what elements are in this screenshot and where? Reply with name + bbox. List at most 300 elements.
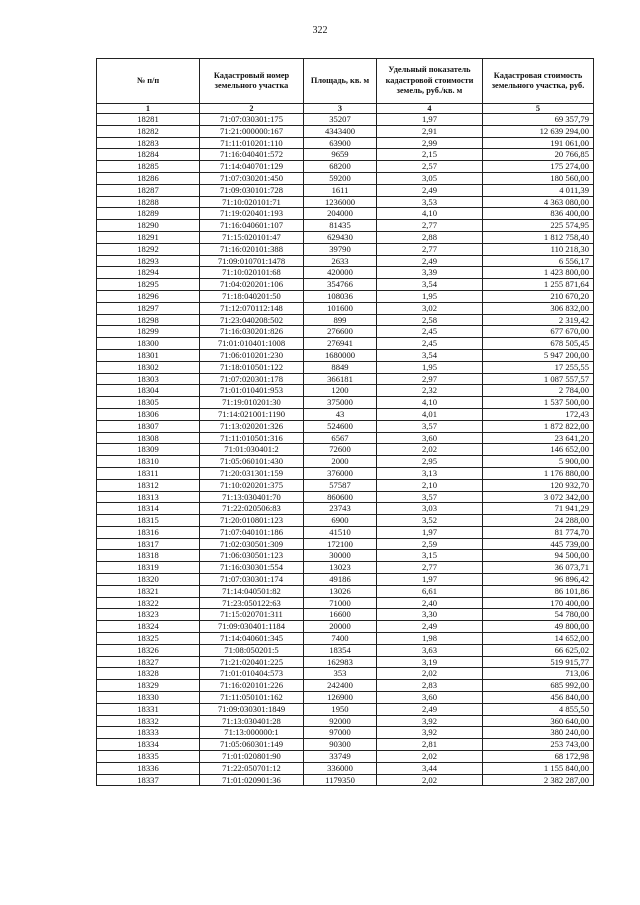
row-number: 18312 xyxy=(97,479,200,491)
cadastral-number: 71:19:020401:193 xyxy=(200,208,304,220)
table-row xyxy=(97,727,594,739)
row-number: 18286 xyxy=(97,172,200,184)
specific-value: 2,49 xyxy=(377,621,483,633)
area: 41510 xyxy=(304,526,377,538)
table-row xyxy=(97,692,594,704)
cadastral-number: 71:07:030301:174 xyxy=(200,574,304,586)
table-row xyxy=(97,739,594,751)
specific-value: 3,05 xyxy=(377,172,483,184)
cadastral-value: 172,43 xyxy=(483,408,594,420)
row-number: 18304 xyxy=(97,385,200,397)
cadastral-value: 69 357,79 xyxy=(483,114,594,126)
cadastral-value: 1 087 557,57 xyxy=(483,373,594,385)
cadastral-value: 678 505,45 xyxy=(483,338,594,350)
specific-value: 2,99 xyxy=(377,137,483,149)
specific-value: 2,49 xyxy=(377,703,483,715)
table-row xyxy=(97,526,594,538)
specific-value: 2,57 xyxy=(377,161,483,173)
row-number: 18315 xyxy=(97,515,200,527)
specific-value: 3,92 xyxy=(377,715,483,727)
table-row xyxy=(97,621,594,633)
cadastral-value: 180 560,00 xyxy=(483,172,594,184)
specific-value: 2,58 xyxy=(377,314,483,326)
specific-value: 1,97 xyxy=(377,526,483,538)
row-number: 18319 xyxy=(97,562,200,574)
cadastral-value: 253 743,00 xyxy=(483,739,594,751)
table-row xyxy=(97,361,594,373)
row-number: 18311 xyxy=(97,467,200,479)
cadastral-value: 4 855,50 xyxy=(483,703,594,715)
cadastral-number: 71:10:020101:71 xyxy=(200,196,304,208)
row-number: 18283 xyxy=(97,137,200,149)
area: 2633 xyxy=(304,255,377,267)
row-number: 18325 xyxy=(97,633,200,645)
specific-value: 3,57 xyxy=(377,420,483,432)
row-number: 18300 xyxy=(97,338,200,350)
table-row xyxy=(97,349,594,361)
area: 72600 xyxy=(304,444,377,456)
cadastral-value: 836 400,00 xyxy=(483,208,594,220)
row-number: 18305 xyxy=(97,397,200,409)
specific-value: 3,39 xyxy=(377,267,483,279)
cadastral-number: 71:14:040601:345 xyxy=(200,633,304,645)
cadastral-number: 71:07:040101:186 xyxy=(200,526,304,538)
specific-value: 1,95 xyxy=(377,361,483,373)
cadastral-value: 54 780,00 xyxy=(483,609,594,621)
specific-value: 3,54 xyxy=(377,349,483,361)
area: 7400 xyxy=(304,633,377,645)
header-cadastral-value: Кадастровая стоимость земельного участка, руб. xyxy=(483,59,594,104)
area: 97000 xyxy=(304,727,377,739)
row-number: 18289 xyxy=(97,208,200,220)
area: 1611 xyxy=(304,184,377,196)
cadastral-number: 71:09:010701:1478 xyxy=(200,255,304,267)
cadastral-number: 71:01:020801:90 xyxy=(200,751,304,763)
specific-value: 2,97 xyxy=(377,373,483,385)
specific-value: 2,77 xyxy=(377,220,483,232)
cadastral-number: 71:14:040501:82 xyxy=(200,585,304,597)
row-number: 18333 xyxy=(97,727,200,739)
cadastral-number: 71:15:020101:47 xyxy=(200,231,304,243)
column-number-row xyxy=(97,104,594,114)
area: 20000 xyxy=(304,621,377,633)
table-row xyxy=(97,550,594,562)
row-number: 18284 xyxy=(97,149,200,161)
area: 6900 xyxy=(304,515,377,527)
page-number: 322 xyxy=(312,25,328,36)
area: 242400 xyxy=(304,680,377,692)
specific-value: 2,02 xyxy=(377,444,483,456)
row-number: 18285 xyxy=(97,161,200,173)
cadastral-number: 71:23:040208:502 xyxy=(200,314,304,326)
cadastral-value: 20 766,85 xyxy=(483,149,594,161)
cadastral-value: 86 101,86 xyxy=(483,585,594,597)
cadastral-number: 71:11:050101:162 xyxy=(200,692,304,704)
specific-value: 3,02 xyxy=(377,302,483,314)
cadastral-number: 71:09:030101:728 xyxy=(200,184,304,196)
row-number: 18321 xyxy=(97,585,200,597)
cadastral-number: 71:09:030401:1184 xyxy=(200,621,304,633)
specific-value: 3,03 xyxy=(377,503,483,515)
row-number: 18314 xyxy=(97,503,200,515)
cadastral-value: 23 641,20 xyxy=(483,432,594,444)
cadastral-number: 71:22:050701:12 xyxy=(200,762,304,774)
area: 336000 xyxy=(304,762,377,774)
row-number: 18295 xyxy=(97,279,200,291)
cadastral-value: 170 400,00 xyxy=(483,597,594,609)
cadastral-number: 71:22:020506:83 xyxy=(200,503,304,515)
cadastral-value: 4 011,39 xyxy=(483,184,594,196)
row-number: 18293 xyxy=(97,255,200,267)
table-row xyxy=(97,562,594,574)
cadastral-value: 2 784,00 xyxy=(483,385,594,397)
row-number: 18287 xyxy=(97,184,200,196)
specific-value: 3,13 xyxy=(377,467,483,479)
area: 30000 xyxy=(304,550,377,562)
cadastral-value: 146 652,00 xyxy=(483,444,594,456)
specific-value: 1,97 xyxy=(377,114,483,126)
cadastral-value: 1 155 840,00 xyxy=(483,762,594,774)
cadastral-value: 1 872 822,00 xyxy=(483,420,594,432)
cadastral-value: 71 941,29 xyxy=(483,503,594,515)
row-number: 18302 xyxy=(97,361,200,373)
column-number: 4 xyxy=(377,104,483,114)
row-number: 18291 xyxy=(97,231,200,243)
table-row xyxy=(97,762,594,774)
cadastral-value: 191 061,00 xyxy=(483,137,594,149)
specific-value: 1,97 xyxy=(377,574,483,586)
row-number: 18282 xyxy=(97,125,200,137)
row-number: 18323 xyxy=(97,609,200,621)
row-number: 18310 xyxy=(97,456,200,468)
cadastral-number: 71:20:031301:159 xyxy=(200,467,304,479)
cadastral-value: 713,06 xyxy=(483,668,594,680)
row-number: 18306 xyxy=(97,408,200,420)
row-number: 18292 xyxy=(97,243,200,255)
area: 18354 xyxy=(304,644,377,656)
column-number: 3 xyxy=(304,104,377,114)
cadastral-value: 49 800,00 xyxy=(483,621,594,633)
table-row xyxy=(97,125,594,137)
area: 39790 xyxy=(304,243,377,255)
area: 23743 xyxy=(304,503,377,515)
cadastral-number: 71:20:010801:123 xyxy=(200,515,304,527)
table-row xyxy=(97,326,594,338)
cadastral-value: 456 840,00 xyxy=(483,692,594,704)
area: 81435 xyxy=(304,220,377,232)
cadastral-number: 71:12:070112:148 xyxy=(200,302,304,314)
cadastral-value: 110 218,30 xyxy=(483,243,594,255)
row-number: 18308 xyxy=(97,432,200,444)
cadastral-value: 1 255 871,64 xyxy=(483,279,594,291)
cadastral-value: 68 172,98 xyxy=(483,751,594,763)
cadastral-number: 71:15:020701:311 xyxy=(200,609,304,621)
cadastral-number: 71:21:000000:167 xyxy=(200,125,304,137)
cadastral-value: 5 947 200,00 xyxy=(483,349,594,361)
specific-value: 2,10 xyxy=(377,479,483,491)
cadastral-value: 12 639 294,00 xyxy=(483,125,594,137)
area: 353 xyxy=(304,668,377,680)
specific-value: 2,77 xyxy=(377,243,483,255)
specific-value: 2,02 xyxy=(377,774,483,786)
row-number: 18301 xyxy=(97,349,200,361)
column-number: 1 xyxy=(97,104,200,114)
area: 629430 xyxy=(304,231,377,243)
table-row xyxy=(97,172,594,184)
specific-value: 3,44 xyxy=(377,762,483,774)
specific-value: 1,98 xyxy=(377,633,483,645)
row-number: 18322 xyxy=(97,597,200,609)
row-number: 18281 xyxy=(97,114,200,126)
cadastral-number: 71:19:010201:30 xyxy=(200,397,304,409)
row-number: 18318 xyxy=(97,550,200,562)
row-number: 18290 xyxy=(97,220,200,232)
cadastral-value: 2 382 287,00 xyxy=(483,774,594,786)
specific-value: 3,19 xyxy=(377,656,483,668)
specific-value: 2,45 xyxy=(377,326,483,338)
table-row xyxy=(97,373,594,385)
cadastral-number: 71:13:030401:28 xyxy=(200,715,304,727)
table-row xyxy=(97,656,594,668)
table-row xyxy=(97,479,594,491)
specific-value: 2,83 xyxy=(377,680,483,692)
specific-value: 2,77 xyxy=(377,562,483,574)
cadastral-number: 71:07:030201:450 xyxy=(200,172,304,184)
area: 204000 xyxy=(304,208,377,220)
area: 6567 xyxy=(304,432,377,444)
cadastral-number: 71:16:030301:554 xyxy=(200,562,304,574)
row-number: 18296 xyxy=(97,290,200,302)
cadastral-number: 71:10:020201:375 xyxy=(200,479,304,491)
specific-value: 3,52 xyxy=(377,515,483,527)
cadastral-value-table xyxy=(96,58,594,786)
cadastral-number: 71:21:020401:225 xyxy=(200,656,304,668)
header-cadastral-number: Кадастровый номер земельного участка xyxy=(200,59,304,104)
table-row xyxy=(97,503,594,515)
cadastral-value: 81 774,70 xyxy=(483,526,594,538)
table-row xyxy=(97,432,594,444)
area: 2000 xyxy=(304,456,377,468)
table-row xyxy=(97,574,594,586)
cadastral-number: 71:13:000000:1 xyxy=(200,727,304,739)
area: 4343400 xyxy=(304,125,377,137)
specific-value: 3,30 xyxy=(377,609,483,621)
cadastral-value: 225 574,95 xyxy=(483,220,594,232)
row-number: 18307 xyxy=(97,420,200,432)
cadastral-value: 519 915,77 xyxy=(483,656,594,668)
cadastral-value: 96 896,42 xyxy=(483,574,594,586)
cadastral-number: 71:01:010401:1008 xyxy=(200,338,304,350)
cadastral-number: 71:07:030301:175 xyxy=(200,114,304,126)
specific-value: 4,10 xyxy=(377,397,483,409)
area: 108036 xyxy=(304,290,377,302)
cadastral-value: 380 240,00 xyxy=(483,727,594,739)
cadastral-number: 71:06:010201:230 xyxy=(200,349,304,361)
table-row xyxy=(97,585,594,597)
table-header-row xyxy=(97,59,594,104)
row-number: 18297 xyxy=(97,302,200,314)
area: 366181 xyxy=(304,373,377,385)
specific-value: 3,60 xyxy=(377,432,483,444)
cadastral-value: 66 625,02 xyxy=(483,644,594,656)
table-row xyxy=(97,267,594,279)
table-row xyxy=(97,184,594,196)
area: 899 xyxy=(304,314,377,326)
specific-value: 3,57 xyxy=(377,491,483,503)
cadastral-value: 36 073,71 xyxy=(483,562,594,574)
table-row xyxy=(97,161,594,173)
row-number: 18313 xyxy=(97,491,200,503)
table-row xyxy=(97,609,594,621)
cadastral-number: 71:18:040201:50 xyxy=(200,290,304,302)
specific-value: 4,01 xyxy=(377,408,483,420)
cadastral-value: 677 670,00 xyxy=(483,326,594,338)
specific-value: 2,32 xyxy=(377,385,483,397)
cadastral-value: 4 363 080,00 xyxy=(483,196,594,208)
table-row xyxy=(97,397,594,409)
cadastral-number: 71:11:010501:316 xyxy=(200,432,304,444)
specific-value: 2,15 xyxy=(377,149,483,161)
cadastral-number: 71:04:020201:106 xyxy=(200,279,304,291)
area: 92000 xyxy=(304,715,377,727)
specific-value: 2,91 xyxy=(377,125,483,137)
table-row xyxy=(97,290,594,302)
table-row xyxy=(97,220,594,232)
table-row xyxy=(97,644,594,656)
table-row xyxy=(97,491,594,503)
cadastral-value: 1 537 500,00 xyxy=(483,397,594,409)
cadastral-number: 71:14:040701:129 xyxy=(200,161,304,173)
area: 1680000 xyxy=(304,349,377,361)
cadastral-number: 71:08:050201:5 xyxy=(200,644,304,656)
table-row xyxy=(97,680,594,692)
table-row xyxy=(97,243,594,255)
table-row xyxy=(97,208,594,220)
specific-value: 2,49 xyxy=(377,184,483,196)
area: 68200 xyxy=(304,161,377,173)
cadastral-number: 71:18:010501:122 xyxy=(200,361,304,373)
specific-value: 2,02 xyxy=(377,668,483,680)
table-row xyxy=(97,314,594,326)
table-row xyxy=(97,302,594,314)
cadastral-number: 71:16:020101:226 xyxy=(200,680,304,692)
cadastral-number: 71:09:030301:1849 xyxy=(200,703,304,715)
header-specific-value: Удельный показатель кадастровой стоимости земель, руб./кв. м xyxy=(377,59,483,104)
area: 35207 xyxy=(304,114,377,126)
column-number: 5 xyxy=(483,104,594,114)
area: 126900 xyxy=(304,692,377,704)
header-num: № п/п xyxy=(97,59,200,104)
area: 1950 xyxy=(304,703,377,715)
table-row xyxy=(97,279,594,291)
cadastral-number: 71:06:030501:123 xyxy=(200,550,304,562)
cadastral-number: 71:01:030401:2 xyxy=(200,444,304,456)
cadastral-value: 175 274,00 xyxy=(483,161,594,173)
specific-value: 2,45 xyxy=(377,338,483,350)
row-number: 18336 xyxy=(97,762,200,774)
specific-value: 1,95 xyxy=(377,290,483,302)
row-number: 18327 xyxy=(97,656,200,668)
area: 49186 xyxy=(304,574,377,586)
area: 375000 xyxy=(304,397,377,409)
area: 63900 xyxy=(304,137,377,149)
specific-value: 3,63 xyxy=(377,644,483,656)
area: 1179350 xyxy=(304,774,377,786)
area: 276941 xyxy=(304,338,377,350)
cadastral-value: 120 932,70 xyxy=(483,479,594,491)
cadastral-number: 71:01:010404:573 xyxy=(200,668,304,680)
table-row xyxy=(97,114,594,126)
table-row xyxy=(97,597,594,609)
cadastral-value: 6 556,17 xyxy=(483,255,594,267)
table-row xyxy=(97,444,594,456)
area: 1236000 xyxy=(304,196,377,208)
specific-value: 2,59 xyxy=(377,538,483,550)
row-number: 18288 xyxy=(97,196,200,208)
cadastral-value: 94 500,00 xyxy=(483,550,594,562)
table-row xyxy=(97,408,594,420)
area: 101600 xyxy=(304,302,377,314)
area: 420000 xyxy=(304,267,377,279)
area: 354766 xyxy=(304,279,377,291)
specific-value: 2,02 xyxy=(377,751,483,763)
cadastral-value: 1 812 758,40 xyxy=(483,231,594,243)
table-row xyxy=(97,456,594,468)
cadastral-value: 5 900,00 xyxy=(483,456,594,468)
area: 8849 xyxy=(304,361,377,373)
area: 71000 xyxy=(304,597,377,609)
table-row xyxy=(97,703,594,715)
area: 43 xyxy=(304,408,377,420)
cadastral-number: 71:11:010201:110 xyxy=(200,137,304,149)
cadastral-value: 2 319,42 xyxy=(483,314,594,326)
cadastral-value: 685 992,00 xyxy=(483,680,594,692)
column-number: 2 xyxy=(200,104,304,114)
cadastral-number: 71:01:020901:36 xyxy=(200,774,304,786)
specific-value: 6,61 xyxy=(377,585,483,597)
area: 9659 xyxy=(304,149,377,161)
table-row xyxy=(97,231,594,243)
row-number: 18303 xyxy=(97,373,200,385)
area: 90300 xyxy=(304,739,377,751)
table-row xyxy=(97,668,594,680)
specific-value: 4,10 xyxy=(377,208,483,220)
table-row xyxy=(97,774,594,786)
cadastral-number: 71:14:021001:1190 xyxy=(200,408,304,420)
table-row xyxy=(97,137,594,149)
cadastral-number: 71:16:020101:388 xyxy=(200,243,304,255)
cadastral-value: 24 288,00 xyxy=(483,515,594,527)
cadastral-number: 71:01:010401:953 xyxy=(200,385,304,397)
table-row xyxy=(97,385,594,397)
cadastral-value: 445 739,00 xyxy=(483,538,594,550)
cadastral-value: 360 640,00 xyxy=(483,715,594,727)
area: 13026 xyxy=(304,585,377,597)
row-number: 18316 xyxy=(97,526,200,538)
cadastral-number: 71:10:020101:68 xyxy=(200,267,304,279)
cadastral-value: 14 652,00 xyxy=(483,633,594,645)
area: 524600 xyxy=(304,420,377,432)
row-number: 18335 xyxy=(97,751,200,763)
table-row xyxy=(97,149,594,161)
area: 172100 xyxy=(304,538,377,550)
area: 1200 xyxy=(304,385,377,397)
table-row xyxy=(97,715,594,727)
cadastral-number: 71:16:030201:826 xyxy=(200,326,304,338)
area: 59200 xyxy=(304,172,377,184)
row-number: 18324 xyxy=(97,621,200,633)
cadastral-number: 71:23:050122:63 xyxy=(200,597,304,609)
